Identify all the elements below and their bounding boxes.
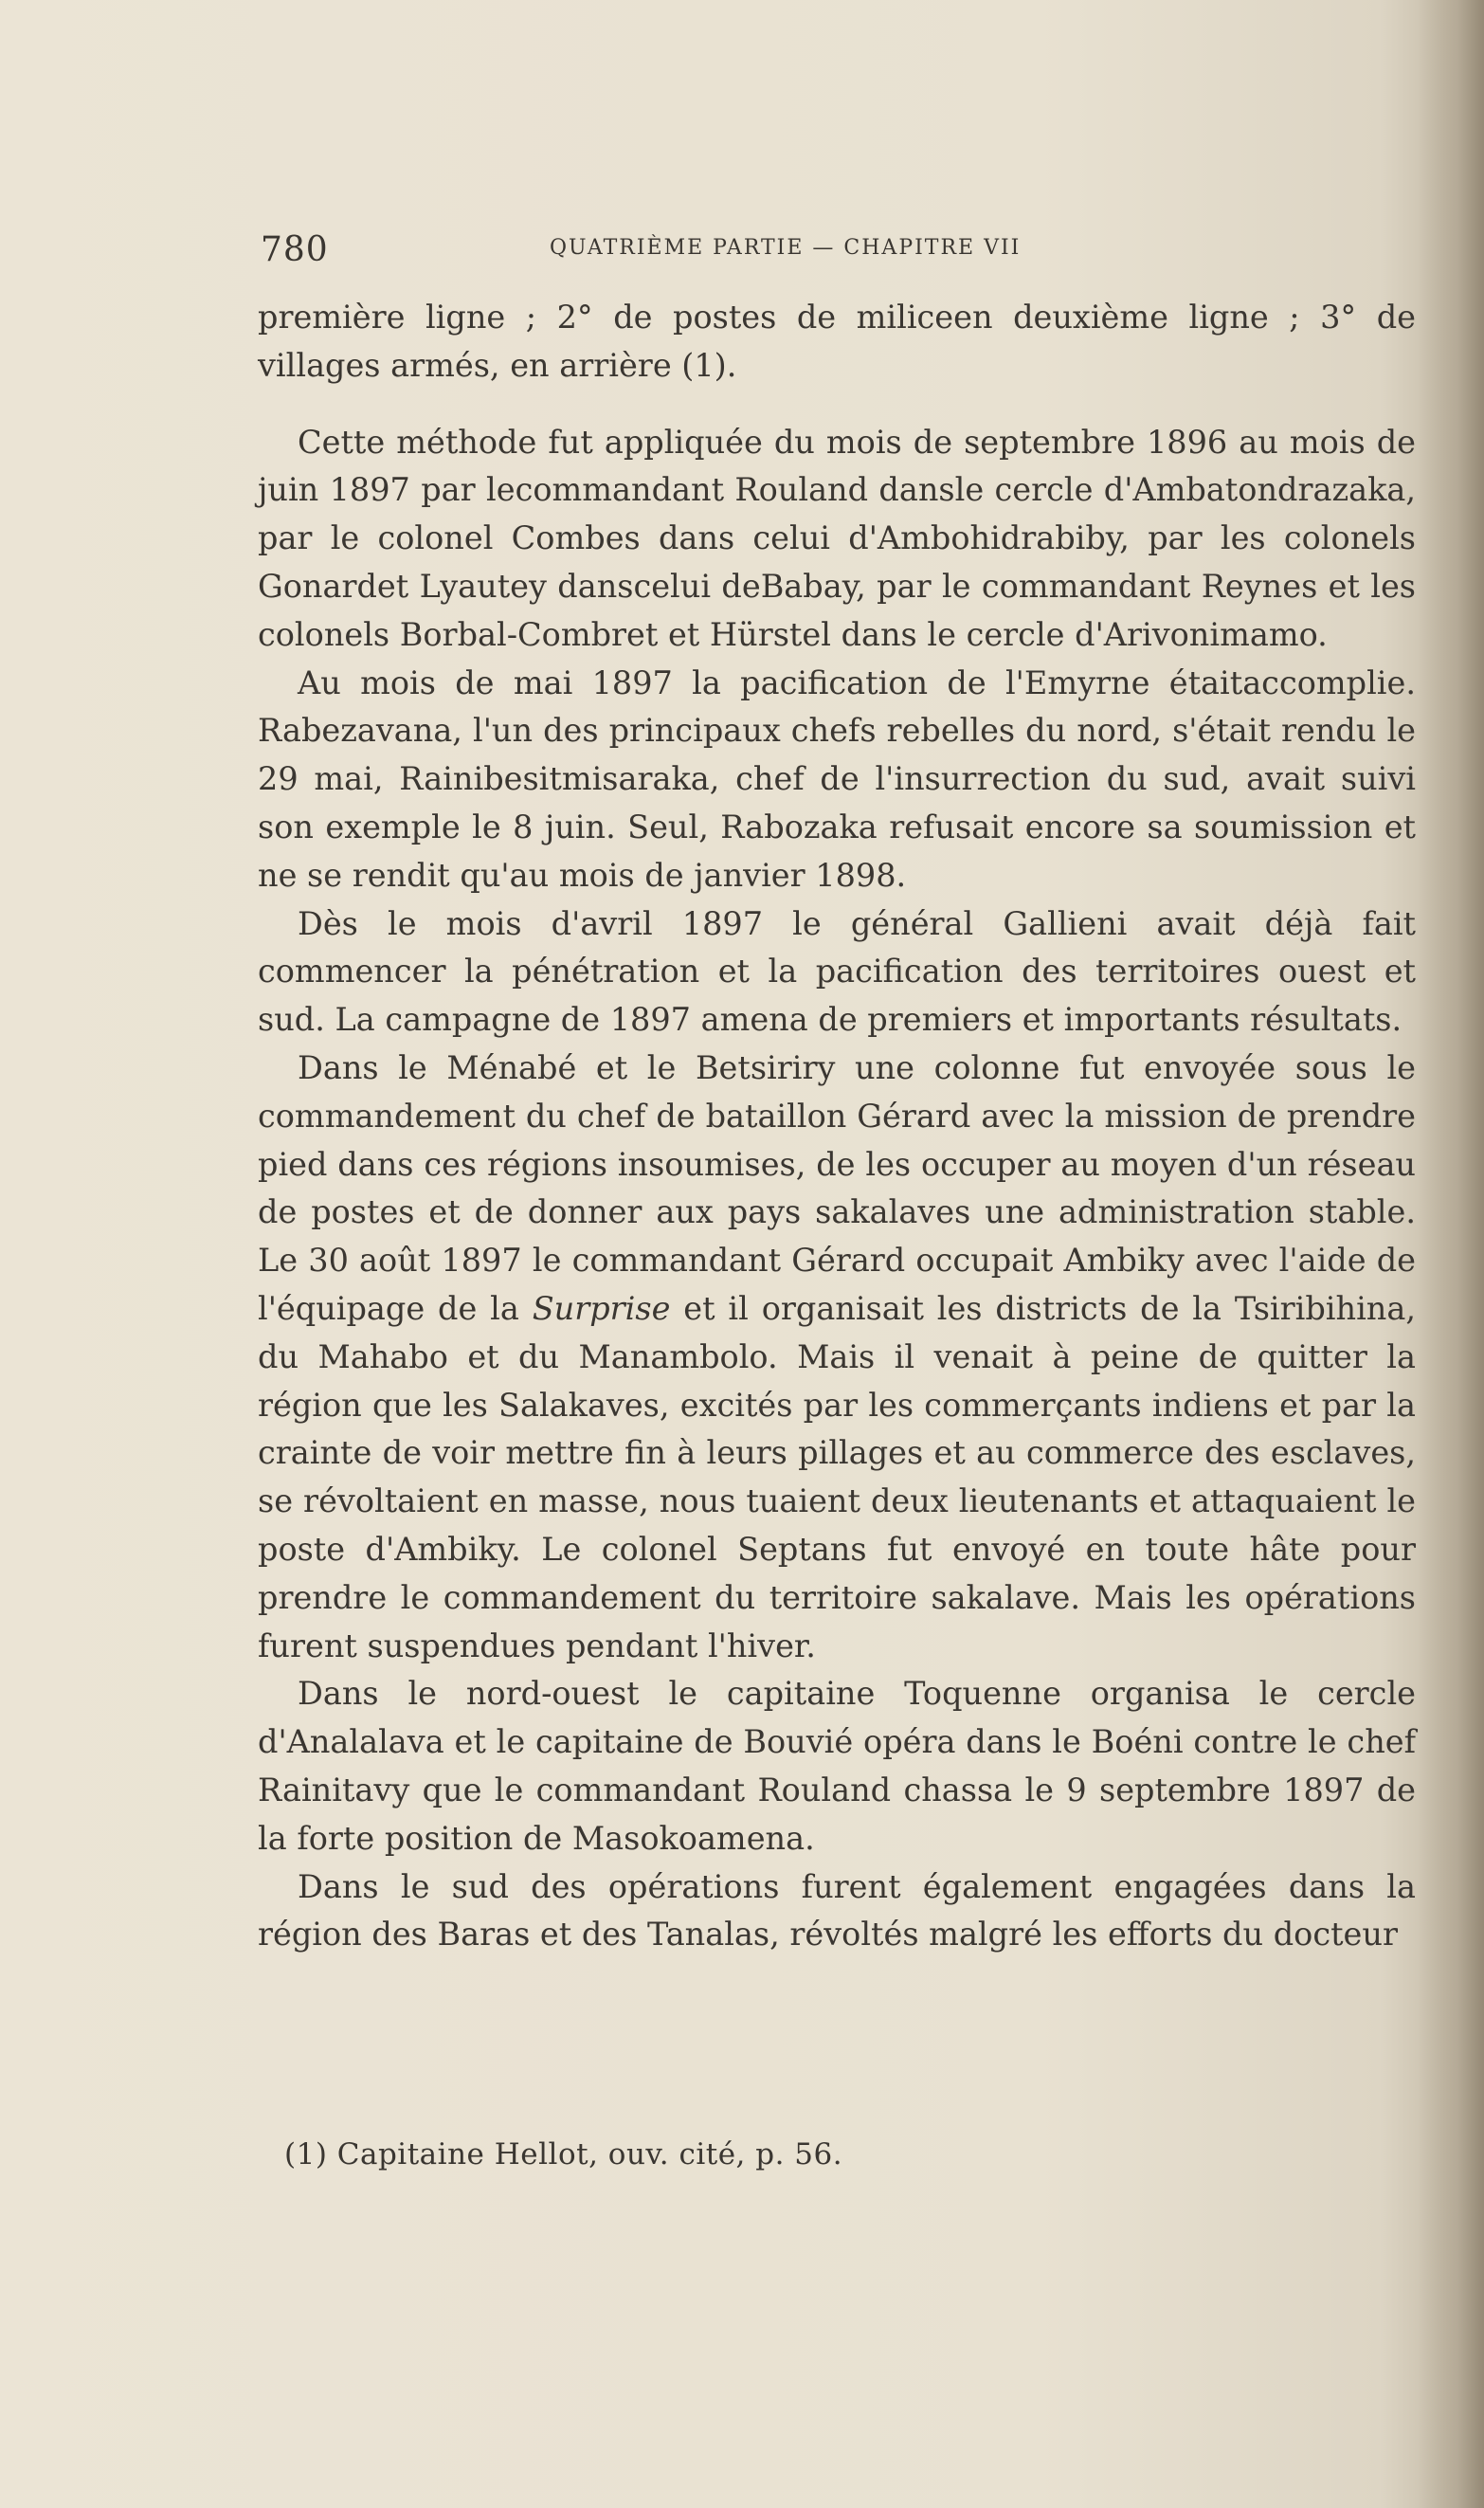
paragraph-methode: Cette méthode fut appliquée du mois de septembre 1896 au mois de juin 1897 par lecommandant Rouland dansle cercle d'Ambatondrazaka, par le colonel Combes dans celui d'Ambohidrabiby, par les colonels Gonardet Lyautey danscelui deBabay, par le commandant Reynes et les colonels Borbal-Combret et Hürstel dans le cercle d'Arivonimamo. [258,423,1416,653]
footnote: (1) Capitaine Hellot, ouv. cité, p. 56. [284,2137,843,2172]
paragraph-sud: Dans le sud des opérations furent également engagées dans la région des Baras et des Tanalas, révoltés malgré les efforts du docteur [258,1867,1416,1954]
paragraph-pacification-emyrne: Au mois de mai 1897 la pacification de l'Emyrne étaitaccomplie. Rabezavana, l'un des principaux chefs rebelles du nord, s'était rendu le 29 mai, Rainibesitmisaraka, chef de l'insurrection du sud, avait suivi son exemple le 8 juin. Seul, Rabozaka refusait encore sa soumission et ne se rendit qu'au mois de janvier 1898. [258,663,1416,894]
paragraph-menabe-betsiriry [258,1045,1416,1670]
paragraph-nord-ouest: Dans le nord-ouest le capitaine Toquenne organisa le cercle d'Analalava et le capitaine de Bouvié opéra dans le Boéni contre le chef Rainitavy que le commandant Rouland chassa le 9 septembre 1897 de la forte position de Masokoamena. [258,1675,1416,1857]
page-number: 780 [261,230,329,269]
running-title: QUATRIÈME PARTIE — CHAPITRE VII [550,236,1022,260]
paragraph-continued: première ligne ; 2° de postes de miliceen deuxième ligne ; 3° de villages armés, en arrière (1). [258,299,1416,384]
paragraph-penetration-ouest-sud: Dès le mois d'avril 1897 le général Gallieni avait déjà fait commencer la pénétration et la pacification des territoires ouest et sud. La campagne de 1897 amena de premiers et importants résultats. [258,904,1416,1039]
page-gutter-shadow [1418,0,1484,2508]
ship-name-surprise: Surprise [532,1289,671,1327]
running-header [261,230,1170,268]
menabe-text-end: et il organisait les districts de la Tsiribihina, du Mahabo et du Manambolo. Mais il venait à peine de quitter la région que les Salakaves, excités par les commerçants indiens et par la crainte de voir mettre fin à leurs pillages et au commerce des esclaves, se révoltaient en masse, nous tuaient deux lieutenants et attaquaient le poste d'Ambiky. Le colonel Septans fut envoyé en toute hâte pour prendre le commandement du territoire sakalave. Mais les opérations furent suspendues pendant l'hiver. [258,1289,1416,1664]
body-text [258,294,1416,1959]
menabe-text-start: Dans le Ménabé et le Betsiriry une colonne fut envoyée sous le commandement du chef de bataillon Gérard avec la mission de prendre pied dans ces régions insoumises, de les occuper au moyen d'un réseau de postes et de donner aux pays sakalaves une administration stable. Le 30 août 1897 le commandant Gérard occupait Ambiky avec l'aide de l'équipage de la [258,1048,1416,1327]
